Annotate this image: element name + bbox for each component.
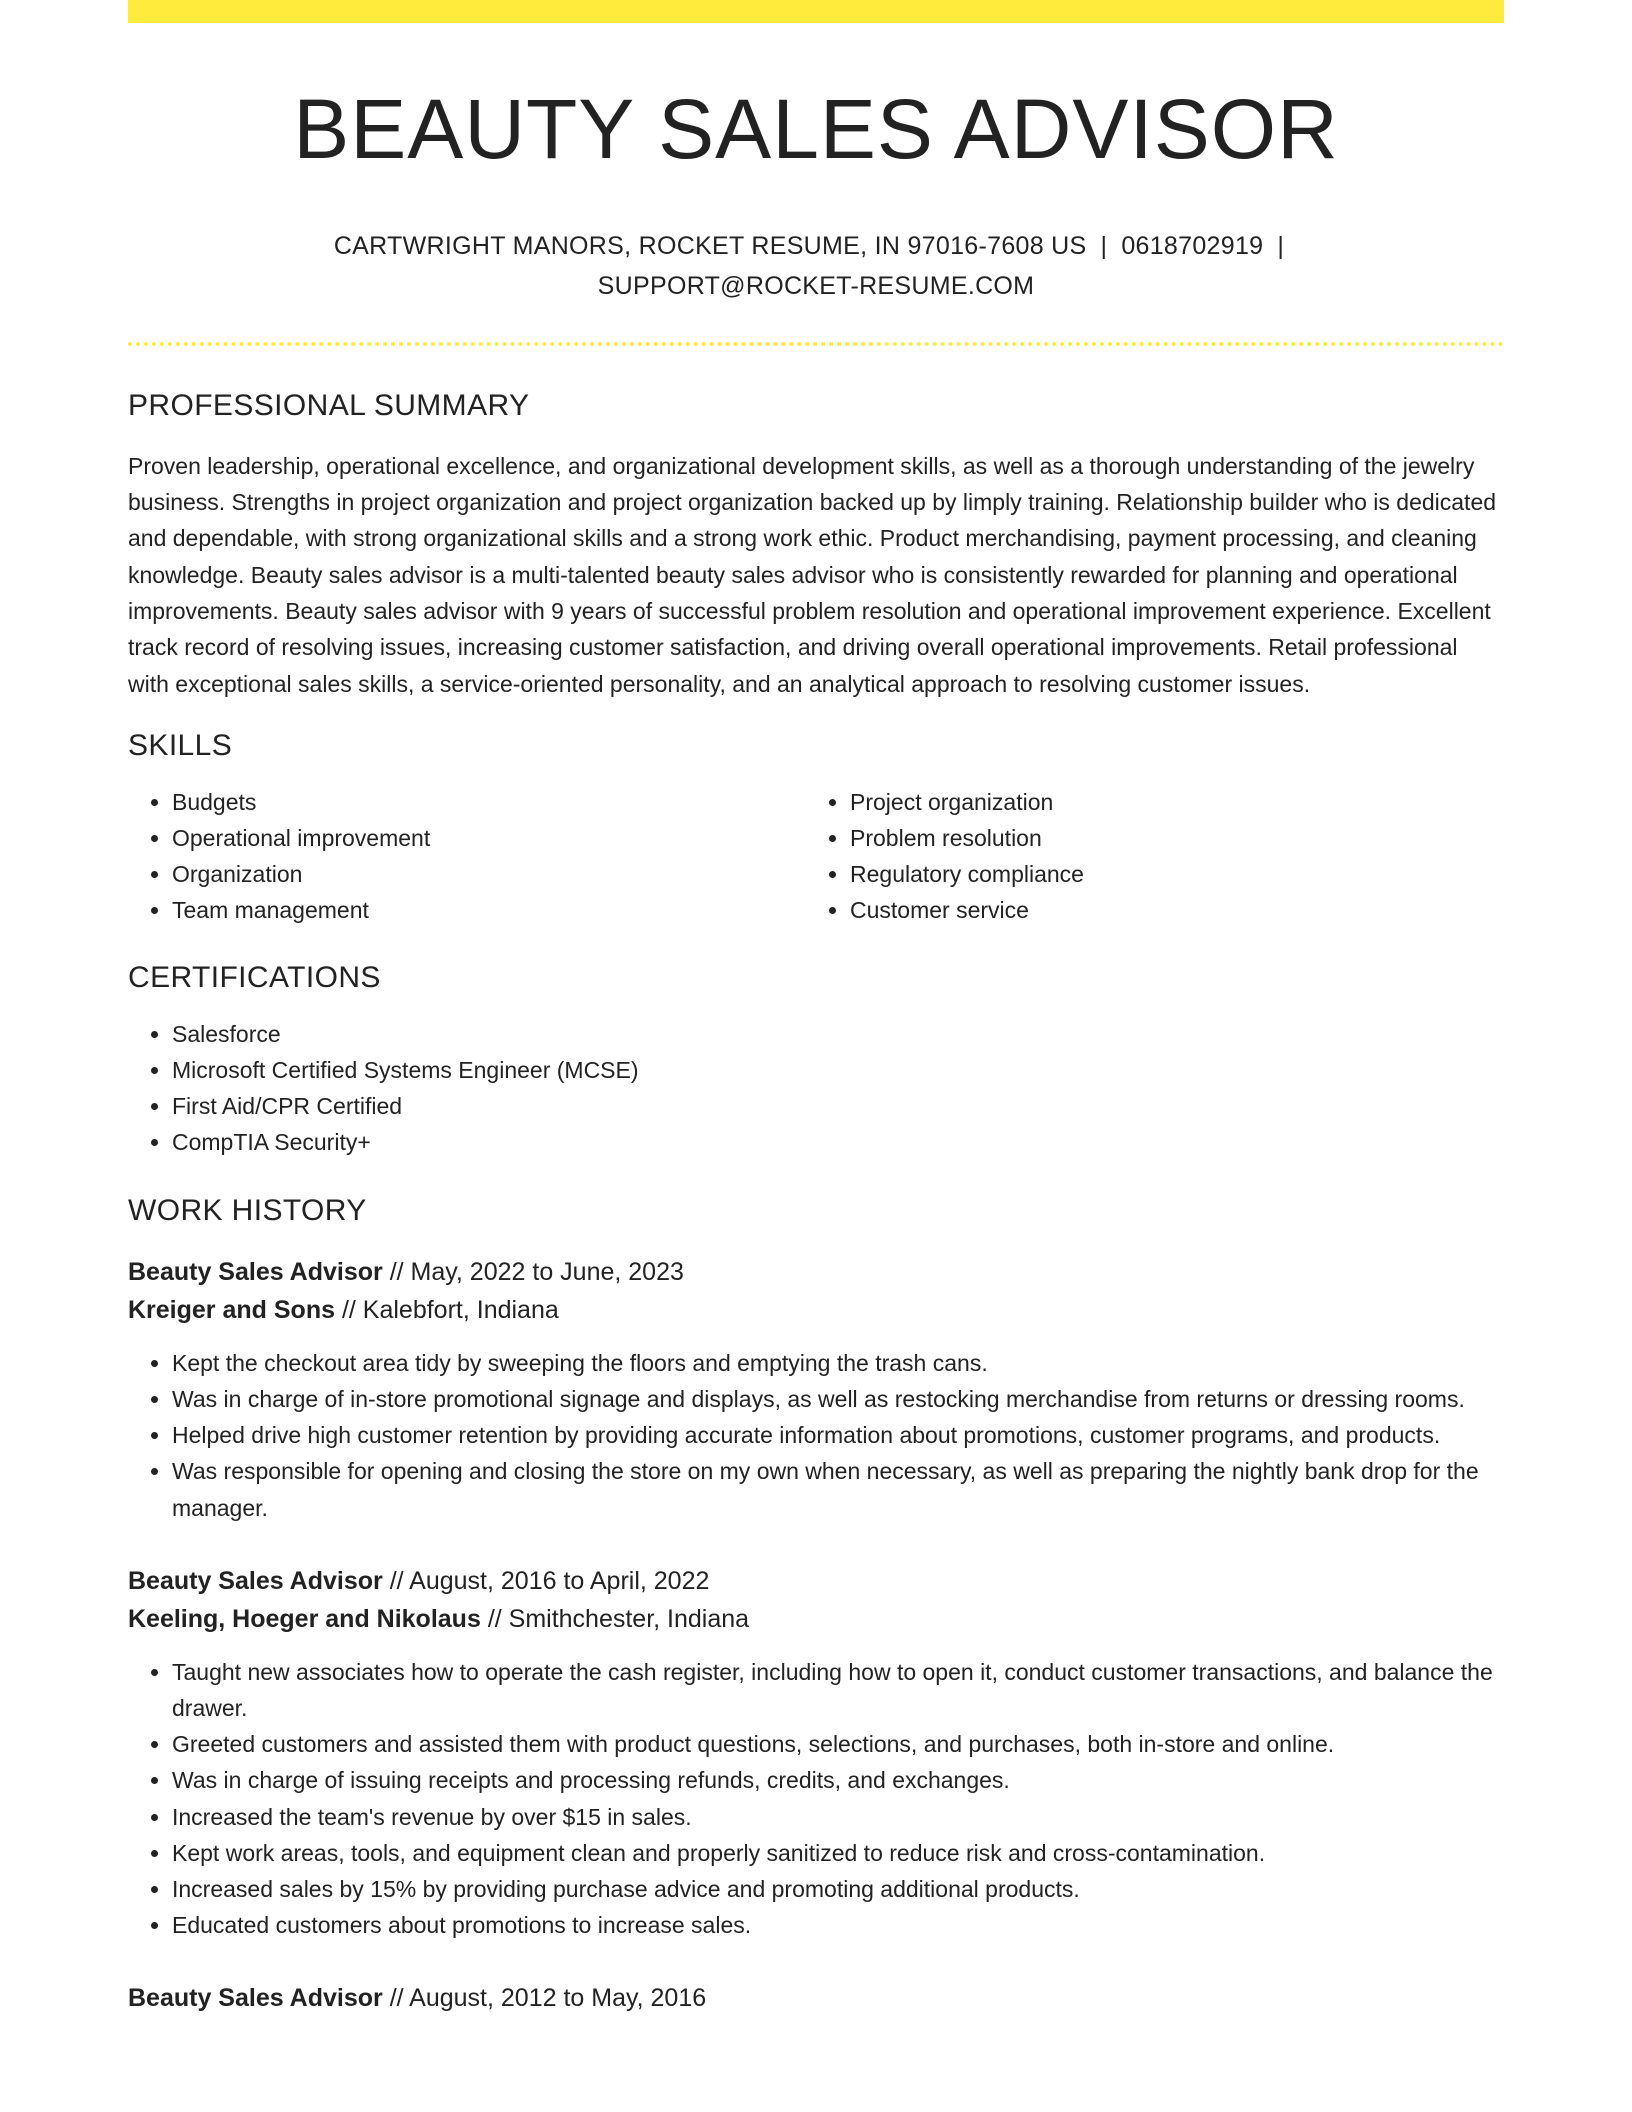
- job-location: // Kalebfort, Indiana: [341, 1295, 559, 1324]
- contact-address: CARTWRIGHT MANORS, ROCKET RESUME, IN 97016-7608 US: [333, 231, 1087, 260]
- job-role: Beauty Sales Advisor: [128, 1984, 383, 2013]
- summary-heading: PROFESSIONAL SUMMARY: [128, 388, 530, 422]
- skills-left-list: [128, 784, 806, 928]
- job-entry: [128, 1253, 1504, 1526]
- skill-item: • Customer service: [850, 892, 1470, 928]
- summary-text: Proven leadership, operational excellence, and organizational development skills, as well as a thorough understanding of the jewelry business. Strengths in project organization and project organization backed up by limply training. Relationship builder who is dedicated and dependable, with strong organizational skills and a strong work ethic. Product merchandising, payment processing, and cleaning knowledge. Beauty sales advisor is a multi-talented beauty sales advisor who is consistently rewarded for planning and operational improvements. Beauty sales advisor with 9 years of successful problem resolution and operational improvement experience. Excellent track record of resolving issues, increasing customer satisfaction, and driving overall operational improvements. Retail professional with exceptional sales skills, a service-oriented personality, and an analytical approach to resolving customer issues.: [128, 452, 1497, 697]
- dotted-divider: [128, 342, 1504, 346]
- job-role: Beauty Sales Advisor: [128, 1257, 383, 1286]
- certifications-list: [128, 1016, 1504, 1161]
- job-bullet: • Was in charge of in-store promotional signage and displays, as well as restocking merchandise from returns or dressing rooms.: [172, 1381, 1504, 1417]
- contact-email: SUPPORT@ROCKET-RESUME.COM: [597, 271, 1035, 300]
- certification-item: • Microsoft Certified Systems Engineer (MCSE): [172, 1052, 1504, 1088]
- job-company: Keeling, Hoeger and Nikolaus: [128, 1604, 481, 1633]
- job-bullet: • Kept the checkout area tidy by sweeping the floors and emptying the trash cans.: [172, 1345, 1504, 1381]
- job-location: // Smithchester, Indiana: [487, 1604, 750, 1633]
- skill-item: • Operational improvement: [172, 820, 806, 856]
- job-bullet: • Educated customers about promotions to increase sales.: [172, 1907, 1504, 1943]
- resume-name-title: BEAUTY SALES ADVISOR: [293, 82, 1339, 176]
- job-company-line: [128, 1600, 1504, 1638]
- skill-item: • Budgets: [172, 784, 806, 820]
- job-company-line: [128, 1291, 1504, 1329]
- certification-item: • CompTIA Security+: [172, 1124, 1504, 1160]
- certifications-heading: CERTIFICATIONS: [128, 960, 381, 994]
- contact-phone: 0618702919: [1121, 231, 1264, 260]
- job-bullet: • Kept work areas, tools, and equipment clean and properly sanitized to reduce risk and cross-contamination.: [172, 1835, 1504, 1871]
- certification-item: • Salesforce: [172, 1016, 1504, 1052]
- job-bullets: [128, 1654, 1504, 1944]
- skill-item: • Organization: [172, 856, 806, 892]
- job-bullet: • Was in charge of issuing receipts and processing refunds, credits, and exchanges.: [172, 1762, 1504, 1798]
- job-bullet: • Increased the team's revenue by over $15 in sales.: [172, 1799, 1504, 1835]
- contact-separator: |: [1100, 231, 1108, 260]
- job-dates: // May, 2022 to June, 2023: [389, 1257, 684, 1286]
- skill-item: • Project organization: [850, 784, 1470, 820]
- job-entry: [128, 1562, 1504, 1944]
- job-bullet: • Greeted customers and assisted them with product questions, selections, and purchases, both in-store and online.: [172, 1726, 1504, 1762]
- job-dates: // August, 2016 to April, 2022: [389, 1566, 710, 1595]
- skill-item: • Team management: [172, 892, 806, 928]
- skills-grid: [128, 784, 1504, 928]
- job-company: Kreiger and Sons: [128, 1295, 335, 1324]
- skills-heading: SKILLS: [128, 728, 233, 762]
- job-bullet: • Was responsible for opening and closing the store on my own when necessary, as well as preparing the nightly bank drop for the manager.: [172, 1453, 1504, 1525]
- contact-separator: |: [1277, 231, 1285, 260]
- job-role-line: [128, 1253, 1504, 1291]
- contact-info: [326, 226, 1306, 306]
- accent-top-bar: [128, 0, 1504, 23]
- job-entry: [128, 1979, 1504, 2017]
- job-bullet: • Helped drive high customer retention by providing accurate information about promotions, customer programs, and products.: [172, 1417, 1504, 1453]
- job-bullet: • Taught new associates how to operate the cash register, including how to open it, conduct customer transactions, and balance the drawer.: [172, 1654, 1504, 1726]
- skills-right-list: [806, 784, 1470, 928]
- job-bullet: • Increased sales by 15% by providing purchase advice and promoting additional products.: [172, 1871, 1504, 1907]
- job-bullets: [128, 1345, 1504, 1526]
- skill-item: • Regulatory compliance: [850, 856, 1470, 892]
- job-role-line: [128, 1979, 1504, 2017]
- job-role-line: [128, 1562, 1504, 1600]
- job-dates: // August, 2012 to May, 2016: [389, 1984, 707, 2013]
- skill-item: • Problem resolution: [850, 820, 1470, 856]
- resume-page: [128, 0, 1504, 2017]
- job-role: Beauty Sales Advisor: [128, 1566, 383, 1595]
- work-history-heading: WORK HISTORY: [128, 1193, 367, 1227]
- certification-item: • First Aid/CPR Certified: [172, 1088, 1504, 1124]
